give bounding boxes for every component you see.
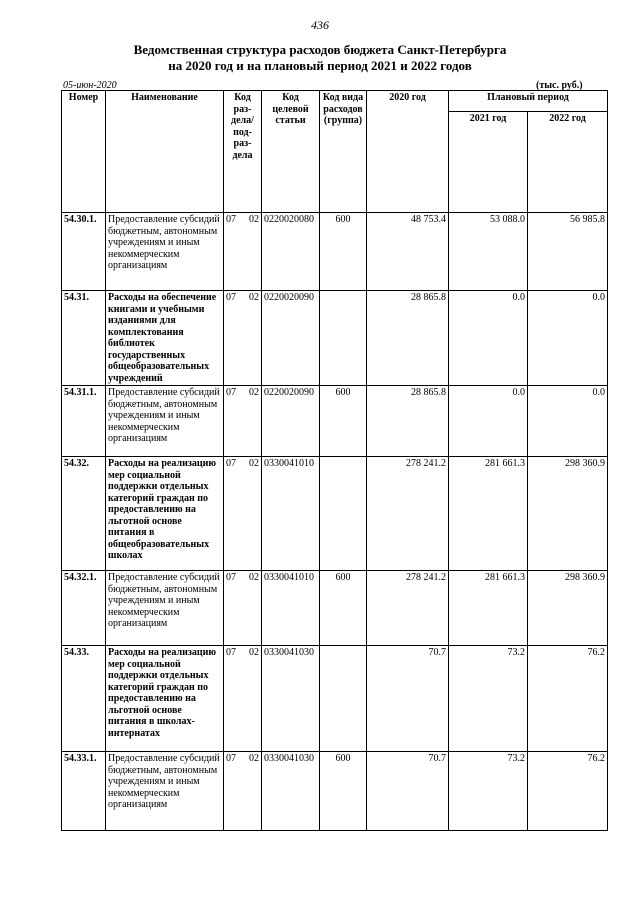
section-code: 07 [226,753,236,764]
row-number: 54.33.1. [62,752,106,831]
row-name: Расходы на реализацию мер социальной поддержки отдельных категорий граждан по предоставлению на льготной основе питания в школах-интернатах [106,646,224,752]
row-expense-code [320,457,367,571]
row-value-2021: 0.0 [449,386,528,457]
header-expense-code: Код вида расходов (группа) [320,91,367,213]
row-target-code: 0330041030 [262,646,320,752]
section-code: 07 [226,292,236,303]
row-value-2022: 76.2 [528,646,608,752]
header-section-code: Код раз-дела/ под-раз-дела [224,91,262,213]
table-row [62,457,608,571]
row-section-code [224,386,262,457]
row-value-2022: 76.2 [528,752,608,831]
title-line-2: на 2020 год и на плановый период 2021 и 2022 годов [168,58,472,73]
section-code: 07 [226,572,236,583]
row-value-2020: 278 241.2 [367,457,449,571]
row-expense-code [320,646,367,752]
row-name: Предоставление субсидий бюджетным, автономным учреждениям и иным некоммерческим организациям [106,386,224,457]
row-expense-code: 600 [320,752,367,831]
row-target-code: 0330041010 [262,457,320,571]
header-2021: 2021 год [449,112,528,213]
subsection-code: 02 [249,214,259,225]
row-value-2021: 53 088.0 [449,213,528,291]
subsection-code: 02 [249,572,259,583]
row-section-code [224,457,262,571]
section-code: 07 [226,647,236,658]
row-number: 54.33. [62,646,106,752]
row-name: Предоставление субсидий бюджетным, автономным учреждениям и иным некоммерческим организациям [106,213,224,291]
row-expense-code: 600 [320,386,367,457]
row-expense-code: 600 [320,571,367,646]
row-number: 54.32.1. [62,571,106,646]
section-code: 07 [226,458,236,469]
row-value-2022: 298 360.9 [528,571,608,646]
title-line-1: Ведомственная структура расходов бюджета Санкт-Петербурга [133,42,507,57]
header-name: Наименование [106,91,224,213]
document-title [0,42,640,74]
header-number: Номер [62,91,106,213]
row-section-code [224,646,262,752]
row-value-2020: 28 865.8 [367,291,449,386]
row-value-2020: 48 753.4 [367,213,449,291]
row-value-2022: 0.0 [528,291,608,386]
row-value-2022: 298 360.9 [528,457,608,571]
page-number: 436 [311,18,329,32]
row-value-2021: 73.2 [449,752,528,831]
table-row [62,646,608,752]
row-name: Предоставление субсидий бюджетным, автономным учреждениям и иным некоммерческим организациям [106,752,224,831]
subsection-code: 02 [249,753,259,764]
row-target-code: 0330041010 [262,571,320,646]
budget-table [61,90,608,831]
row-value-2021: 0.0 [449,291,528,386]
row-expense-code: 600 [320,213,367,291]
row-name: Расходы на реализацию мер социальной поддержки отдельных категорий граждан по предоставлению на льготной основе питания в общеобразовательных школах [106,457,224,571]
header-2020: 2020 год [367,91,449,213]
row-value-2021: 281 661.3 [449,457,528,571]
section-code: 07 [226,387,236,398]
row-number: 54.32. [62,457,106,571]
row-number: 54.31. [62,291,106,386]
section-code: 07 [226,214,236,225]
row-value-2020: 70.7 [367,646,449,752]
table-row [62,291,608,386]
row-target-code: 0220020090 [262,386,320,457]
header-2022: 2022 год [528,112,608,213]
row-expense-code [320,291,367,386]
table-row [62,213,608,291]
document-date: 05-июн-2020 [63,80,117,91]
row-section-code [224,213,262,291]
row-section-code [224,571,262,646]
row-value-2020: 70.7 [367,752,449,831]
units-label: (тыс. руб.) [536,80,583,91]
row-value-2021: 281 661.3 [449,571,528,646]
subsection-code: 02 [249,458,259,469]
row-target-code: 0330041030 [262,752,320,831]
header-target-code: Код целевой статьи [262,91,320,213]
row-section-code [224,291,262,386]
table-row [62,386,608,457]
subsection-code: 02 [249,647,259,658]
table-row [62,752,608,831]
row-number: 54.31.1. [62,386,106,457]
table-row [62,571,608,646]
row-name: Расходы на обеспечение книгами и учебными изданиями для комплектования библиотек государственных общеобразовательных учреждений [106,291,224,386]
row-number: 54.30.1. [62,213,106,291]
row-value-2022: 0.0 [528,386,608,457]
row-target-code: 0220020080 [262,213,320,291]
row-value-2022: 56 985.8 [528,213,608,291]
row-target-code: 0220020090 [262,291,320,386]
row-section-code [224,752,262,831]
header-row-top [62,91,608,112]
header-planned-period: Плановый период [449,91,608,112]
row-value-2020: 28 865.8 [367,386,449,457]
subsection-code: 02 [249,387,259,398]
row-name: Предоставление субсидий бюджетным, автономным учреждениям и иным некоммерческим организациям [106,571,224,646]
row-value-2021: 73.2 [449,646,528,752]
subsection-code: 02 [249,292,259,303]
row-value-2020: 278 241.2 [367,571,449,646]
